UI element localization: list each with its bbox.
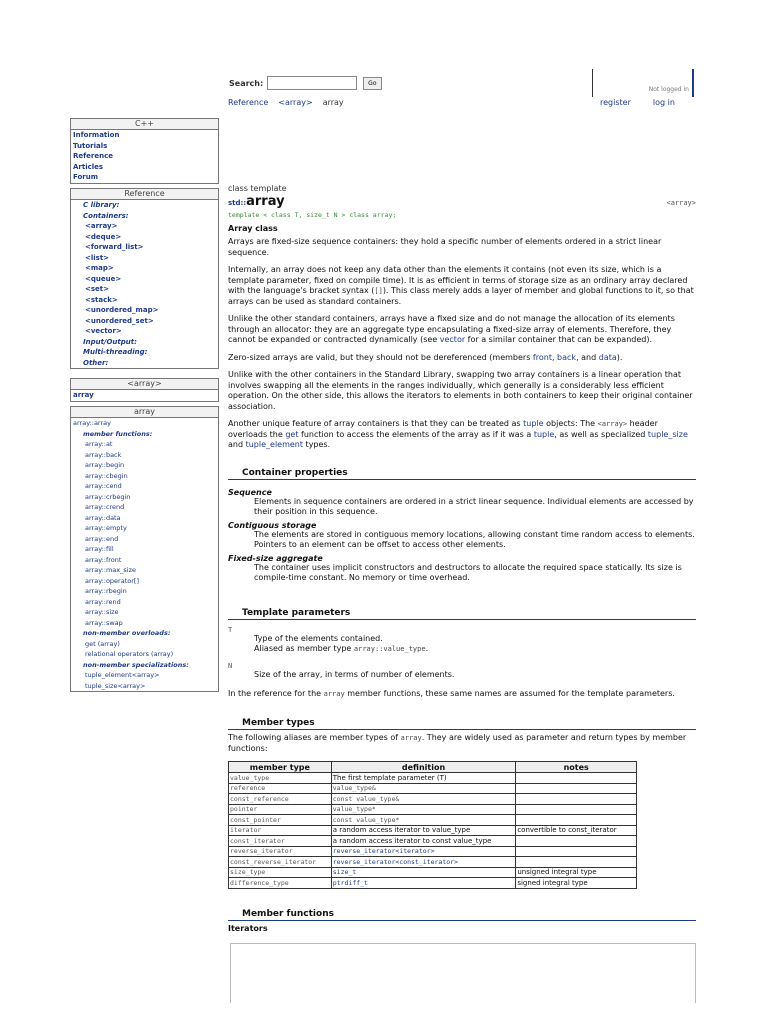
definition-cell: const value_type*: [331, 815, 516, 826]
member-type-cell: value_type: [229, 773, 332, 784]
nav-array-item[interactable]: tuple_element<array>: [85, 671, 160, 679]
nav-reference-item[interactable]: Multi-threading:: [83, 348, 148, 356]
nav-array-item[interactable]: tuple_size<array>: [85, 681, 146, 690]
member-type-cell: difference_type: [229, 878, 332, 889]
col-definition: definition: [331, 762, 516, 773]
search-bar: [229, 75, 382, 91]
header-name: <array>: [666, 199, 696, 207]
notes-cell: [516, 804, 637, 815]
definition-cell[interactable]: a random access iterator to const value_type: [331, 836, 516, 847]
iterators-label: Iterators: [228, 923, 268, 933]
definition-cell: The first template parameter (T): [331, 773, 516, 784]
member-type-cell: const_reverse_iterator: [229, 857, 332, 868]
nav-array-item[interactable]: array::cbegin: [85, 471, 128, 480]
table-row: [229, 804, 637, 815]
front-link[interactable]: front: [532, 352, 552, 362]
notes-cell: signed integral type: [516, 878, 637, 889]
nav-forum[interactable]: Forum: [73, 173, 99, 181]
tuple-size-link[interactable]: tuple_size: [647, 429, 688, 439]
nav-reference-item[interactable]: <deque>: [85, 232, 122, 241]
definition-cell: value_type*: [331, 804, 516, 815]
definition-cell[interactable]: reverse_iterator<const_iterator>: [331, 857, 516, 868]
member-type-cell: iterator: [229, 825, 332, 836]
container-properties-heading: Container properties: [228, 468, 696, 480]
col-member-type: member type: [229, 762, 332, 773]
member-type-cell: const_pointer: [229, 815, 332, 826]
table-row: [229, 878, 637, 889]
prop-desc: Elements in sequence containers are ordered in a strict linear sequence. Individual elements are accessed by their position in this sequence.: [254, 496, 694, 516]
main-content: [228, 184, 696, 933]
notes-cell: [516, 783, 637, 794]
nav-reference-item[interactable]: <map>: [85, 264, 114, 272]
notes-cell: convertible to const_iterator: [516, 825, 637, 836]
notes-cell: unsigned integral type: [516, 867, 637, 878]
tuple-link-2[interactable]: tuple: [533, 429, 555, 439]
nav-reference-item[interactable]: <unordered_map>: [85, 306, 159, 314]
container-properties-list: [228, 488, 696, 583]
nav-array-item[interactable]: array::operator[]: [85, 576, 139, 585]
definition-cell: const value_type&: [331, 794, 516, 805]
nav-array-item[interactable]: non-member overloads:: [83, 629, 171, 637]
notes-cell: [516, 836, 637, 847]
nav-reference-item[interactable]: Input/Output:: [83, 337, 137, 346]
nav-array-item[interactable]: array::size: [85, 608, 119, 616]
nav-array-item[interactable]: array::swap: [85, 618, 123, 627]
data-link[interactable]: data: [598, 352, 617, 362]
member-types-heading: Member types: [228, 718, 696, 730]
table-row: [229, 867, 637, 878]
class-template-label: class template: [228, 184, 287, 193]
breadcrumb: [228, 98, 344, 107]
nav-reference-title: Reference: [71, 189, 218, 200]
definition-cell[interactable]: reverse_iterator<iterator>: [331, 846, 516, 857]
notes-cell: [516, 857, 637, 868]
nav-header-array[interactable]: array: [73, 391, 94, 399]
nav-array-item[interactable]: array::rbegin: [85, 587, 127, 595]
user-box: [592, 69, 694, 97]
member-type-cell: size_type: [229, 867, 332, 878]
breadcrumb-array-header[interactable]: <array>: [278, 98, 313, 107]
class-name: array: [246, 194, 285, 209]
col-notes: notes: [516, 762, 637, 773]
definition-cell[interactable]: ptrdiff_t: [331, 878, 516, 889]
nav-reference-item[interactable]: <forward_list>: [85, 243, 144, 251]
nav-array-item[interactable]: array::front: [85, 555, 122, 564]
nav-header-title: <array>: [71, 379, 218, 390]
table-row: [229, 825, 637, 836]
nav-array-item[interactable]: array::begin: [85, 461, 125, 469]
nav-reference-item[interactable]: Other:: [83, 358, 109, 367]
prop-term: Contiguous storage: [228, 520, 317, 530]
prop-desc: The container uses implicit constructors and destructors to allocate the required space statically. Its size is compile-time constant. No memory or time overhead.: [254, 562, 682, 582]
nav-array-item[interactable]: non-member specializations:: [83, 660, 189, 669]
paragraph-2: Internally, an array does not keep any data other than the elements it contains (not even its size, which is a template parameter, fixed on compile time). It is as efficient in terms of storage size as an ordinary array declared with the language's bracket syntax ([]). This class merely adds a layer of member and global functions to it, so that arrays can be used as standard containers.: [228, 265, 694, 306]
breadcrumb-array: array: [322, 98, 344, 107]
nav-reference-item[interactable]: <list>: [85, 253, 110, 262]
nav-reference-item[interactable]: <stack>: [85, 295, 118, 304]
nav-reference-item[interactable]: C library:: [83, 201, 120, 209]
prop-desc: The elements are stored in contiguous memory locations, allowing constant time random access to elements.: [254, 529, 695, 539]
login-status: Not logged in: [648, 86, 689, 93]
notes-cell: [516, 815, 637, 826]
nav-array-item[interactable]: array::max_size: [85, 566, 136, 574]
nav-information[interactable]: Information: [73, 131, 120, 139]
page-title: [228, 194, 696, 210]
table-row: [229, 794, 637, 805]
definition-cell: value_type&: [331, 783, 516, 794]
iterators-box: [230, 943, 696, 1003]
nav-array-item[interactable]: array::at: [85, 440, 113, 448]
get-link[interactable]: get: [285, 429, 299, 439]
member-type-cell: const_iterator: [229, 836, 332, 847]
table-row: [229, 836, 637, 847]
nav-reference-item[interactable]: Containers:: [83, 211, 129, 220]
nav-array-item[interactable]: array::crend: [85, 503, 125, 511]
nav-header-box: [70, 378, 219, 402]
nav-reference-item[interactable]: <unordered_set>: [85, 316, 154, 325]
nav-array-item[interactable]: array::array: [73, 419, 111, 427]
tuple-element-link[interactable]: tuple_element: [245, 440, 304, 449]
nav-array-item[interactable]: get (array): [85, 639, 120, 648]
login-link[interactable]: log in: [652, 98, 675, 107]
member-type-cell: reference: [229, 783, 332, 794]
param-n-name: N: [228, 661, 233, 670]
template-params-note: In the reference for the array member functions, these same names are assumed for the template parameters.: [228, 688, 675, 698]
member-types-table: [228, 761, 637, 889]
nav-array-item[interactable]: array::crbegin: [85, 492, 131, 501]
search-input[interactable]: [267, 76, 357, 90]
table-row: [229, 773, 637, 784]
nav-array-item[interactable]: array::data: [85, 513, 121, 522]
breadcrumb-reference[interactable]: Reference: [228, 98, 269, 107]
template-params-heading: Template parameters: [228, 608, 696, 620]
member-functions-heading: Member functions: [228, 909, 696, 921]
nav-array-item[interactable]: relational operators (array): [85, 650, 174, 658]
table-row: [229, 846, 637, 857]
nav-array-item[interactable]: array::fill: [85, 545, 114, 553]
paragraph-1: Arrays are fixed-size sequence containers: they hold a specific number of elements ordered in a strict linear sequence.: [228, 237, 662, 257]
nav-array-box: [70, 406, 219, 692]
paragraph-3: Unlike the other standard containers, arrays have a fixed size and do not manage the allocation of its elements through an allocator: they are an aggregate type encapsulating a fixed-size array of elements. Therefore, they cannot be expanded or contracted dynamically (see vector for a similar container that can be expanded).: [228, 314, 675, 344]
go-button[interactable]: Go: [363, 77, 381, 90]
member-type-cell: const_reference: [229, 794, 332, 805]
param-t-name: T: [228, 625, 233, 634]
notes-cell: [516, 846, 637, 857]
tuple-link[interactable]: tuple: [523, 419, 544, 428]
prop-term: Fixed-size aggregate: [228, 553, 323, 563]
param-n-desc: Size of the array, in terms of number of elements.: [254, 669, 455, 679]
user-links: [600, 98, 675, 107]
table-row: [229, 857, 637, 868]
table-row: [229, 783, 637, 794]
paragraph-4: Zero-sized arrays are valid, but they should not be dereferenced (members front, back, and data).: [228, 352, 623, 362]
table-row: [229, 815, 637, 826]
subtitle: Array class: [228, 224, 278, 233]
paragraph-5: Unlike with the other containers in the Standard Library, swapping two array containers is a linear operation that involves swapping all the elements in the ranges individually, which generally is a considerably less efficient operation. On the other side, this allows the iterators to elements in both containers to keep their original container association.: [228, 370, 693, 411]
nav-reference-item[interactable]: <array>: [85, 222, 118, 230]
nav-array-item[interactable]: array::empty: [85, 524, 127, 532]
nav-array-item[interactable]: array::end: [85, 534, 119, 543]
search-label: Search:: [229, 78, 264, 88]
nav-array-title: array: [71, 407, 218, 418]
nav-reference-item[interactable]: <vector>: [85, 327, 122, 335]
nav-array-item[interactable]: array::rend: [85, 597, 121, 606]
member-type-cell: reverse_iterator: [229, 846, 332, 857]
declaration: template < class T, size_t N > class array;: [228, 211, 397, 219]
nav-reference-box: [70, 188, 219, 369]
param-t-alias: Aliased as member type array::value_type.: [254, 643, 429, 653]
vector-link[interactable]: vector: [439, 335, 466, 344]
definition-cell[interactable]: a random access iterator to value_type: [331, 825, 516, 836]
nav-cpp-box: [70, 118, 219, 184]
nav-array-item[interactable]: array::back: [85, 450, 122, 459]
nav-cpp-title: C++: [71, 119, 218, 130]
namespace: std::: [228, 199, 247, 207]
member-type-cell: pointer: [229, 804, 332, 815]
nav-reference[interactable]: Reference: [73, 152, 114, 160]
nav-array-item[interactable]: array::cend: [85, 482, 122, 490]
member-types-intro: The following aliases are member types of array. They are widely used as parameter and return types by member functions:: [228, 733, 687, 753]
nav-articles[interactable]: Articles: [73, 162, 104, 171]
paragraph-6: Another unique feature of array containers is that they can be treated as tuple objects: The <array> header overloads the get function to access the elements of the array as if it was a tuple, as well as specialized tuple_size and tuple_element types.: [228, 419, 688, 449]
nav-reference-item[interactable]: <queue>: [85, 274, 122, 283]
notes-cell: [516, 773, 637, 784]
register-link[interactable]: register: [600, 98, 631, 107]
nav-reference-item[interactable]: <set>: [85, 285, 109, 293]
back-link[interactable]: back: [557, 352, 577, 362]
nav-array-item[interactable]: member functions:: [83, 429, 153, 438]
notes-cell: [516, 794, 637, 805]
definition-cell[interactable]: size_t: [331, 867, 516, 878]
prop-desc: Pointers to an element can be offset to access other elements.: [254, 539, 506, 549]
prop-term: Sequence: [228, 487, 272, 497]
param-t-desc: Type of the elements contained.: [254, 633, 383, 643]
nav-tutorials[interactable]: Tutorials: [73, 141, 108, 150]
